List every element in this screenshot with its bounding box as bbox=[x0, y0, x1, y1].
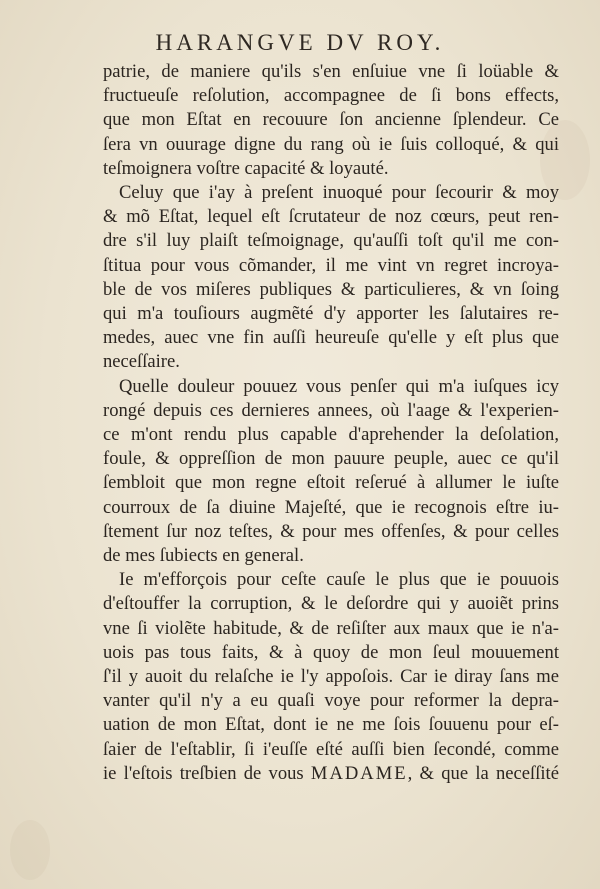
text-line: patrie, de maniere qu'ils s'en enſuiue vne ſi loüable & bbox=[103, 61, 559, 82]
text-segment: , & que la neceſſité bbox=[407, 762, 559, 784]
text-line: ſaier de l'eſtablir, ſi i'euſſe eſté auſſi bien ſecondé, comme bbox=[103, 738, 559, 760]
text-line: ce m'ont rendu plus capable d'aprehender la deſolation, bbox=[103, 424, 559, 446]
text-line: fructueuſe reſolution, accompagnee de ſi bons effects, bbox=[103, 85, 559, 107]
address-madame: MADAME bbox=[310, 762, 408, 784]
text-line: medes, auec vne fin auſſi heureuſe qu'elle y eſt plus que bbox=[103, 327, 559, 349]
text-line: vne ſi violẽte habitude, & de reſiſter aux maux que ie n'a- bbox=[103, 617, 559, 639]
text-line: vanter qu'il n'y a eu quaſi voye pour reformer la depra- bbox=[103, 690, 559, 712]
text-line: Ie m'efforçois pour ceſte cauſe le plus que ie pouuois bbox=[119, 569, 559, 591]
text-line: & mõ Eſtat, lequel eſt ſcrutateur de noz cœurs, peut ren- bbox=[103, 206, 559, 228]
text-line: ſembloit que mon regne eſtoit reſerué à allumer le iuſte bbox=[103, 472, 559, 494]
text-line: ſ'il y auoit du relaſche ie l'y appoſois. Car ie diray ſans me bbox=[103, 666, 559, 688]
text-line: de mes ſubiects en general. bbox=[103, 545, 304, 567]
text-line: courroux de ſa diuine Majeſté, que ie recognois eſtre iu- bbox=[103, 496, 559, 518]
text-line: dre s'il luy plaiſt teſmoignage, qu'auſſi toſt qu'il me con- bbox=[103, 230, 559, 252]
text-line-final bbox=[103, 762, 559, 786]
text-line: ſtement ſur noz teſtes, & pour mes offenſes, & pour celles bbox=[103, 520, 559, 542]
text-line: ſera vn ouurage digne du rang où ie ſuis colloqué, & qui bbox=[103, 133, 559, 155]
text-line: teſmoignera voſtre capacité & loyauté. bbox=[103, 157, 389, 179]
text-line: uation de mon Eſtat, dont ie ne me ſois ſouuenu pour eſ- bbox=[103, 714, 559, 736]
text-line: ble de vos miſeres publiques & particulieres, & vn ſoing bbox=[103, 278, 559, 300]
text-line: d'eſtouffer la corruption, & le deſordre qui y auoiẽt prins bbox=[103, 593, 559, 615]
running-head: HARANGVE DV ROY. bbox=[155, 30, 445, 55]
text-line: que mon Eſtat en recouure ſon ancienne ſplendeur. Ce bbox=[103, 109, 559, 131]
text-line: Quelle douleur pouuez vous penſer qui m'a iuſques icy bbox=[119, 375, 559, 397]
text-line: ſtitua pour vous cõmander, il me vint vn regret incroya- bbox=[103, 254, 559, 276]
text-line: rongé depuis ces dernieres annees, où l'aage & l'experien- bbox=[103, 399, 559, 421]
text-line: qui m'a touſiours augmẽté d'y apporter les ſalutaires re- bbox=[103, 303, 559, 325]
text-line: Celuy que i'ay à preſent inuoqué pour ſecourir & moy bbox=[119, 182, 559, 204]
text-block bbox=[103, 60, 559, 786]
text-line: foule, & oppreſſion de mon pauure peuple, auec ce qu'il bbox=[103, 448, 559, 470]
text-line: neceſſaire. bbox=[103, 351, 180, 373]
text-segment: ie l'eſtois treſbien de vous bbox=[103, 762, 311, 784]
text-line: uois pas tous faits, & à quoy de mon ſeul mouuement bbox=[103, 641, 559, 663]
